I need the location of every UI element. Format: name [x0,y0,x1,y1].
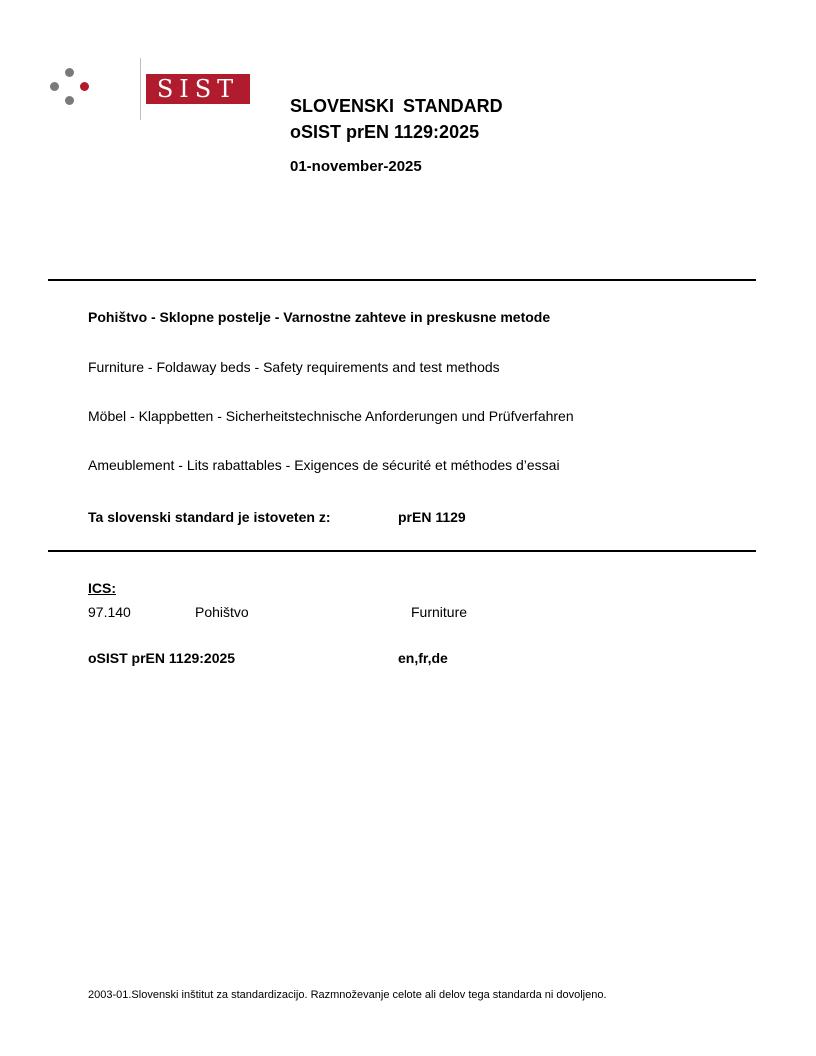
ics-code: 97.140 [88,604,131,620]
title-french: Ameublement - Lits rabattables - Exigences de sécurité et méthodes d’essai [88,457,560,473]
logo-dot [65,68,74,77]
document-languages: en,fr,de [398,650,448,666]
ics-description-sl: Pohištvo [195,604,249,620]
copyright-footer: 2003-01.Slovenski inštitut za standardizacijo. Razmnoževanje celote ali delov tega standarda ni dovoljeno. [88,989,607,1001]
title-slovenian: Pohištvo - Sklopne postelje - Varnostne zahteve in preskusne metode [88,309,551,325]
document-id: oSIST prEN 1129:2025 [88,650,236,666]
logo-wordmark: SIST [146,74,250,104]
identical-label: Ta slovenski standard je istoveten z: [88,509,331,525]
sist-logo [46,58,240,120]
ics-description-en: Furniture [411,604,468,620]
standard-header [290,93,503,175]
logo-divider [140,58,141,120]
publication-date: 01-november-2025 [290,158,422,175]
title-german: Möbel - Klappbetten - Sicherheitstechnische Anforderungen und Prüfverfahren [88,408,574,424]
ics-label: ICS: [88,580,116,596]
logo-dot [65,96,74,105]
divider-bottom [48,550,756,552]
identical-value: prEN 1129 [398,509,466,525]
standard-id: oSIST prEN 1129:2025 [290,122,480,142]
logo-dot [50,82,59,91]
divider-top [48,279,756,281]
title-english: Furniture - Foldaway beds - Safety requirements and test methods [88,359,500,375]
logo-dot-red [80,82,89,91]
standard-type: SLOVENSKI STANDARD [290,96,503,116]
